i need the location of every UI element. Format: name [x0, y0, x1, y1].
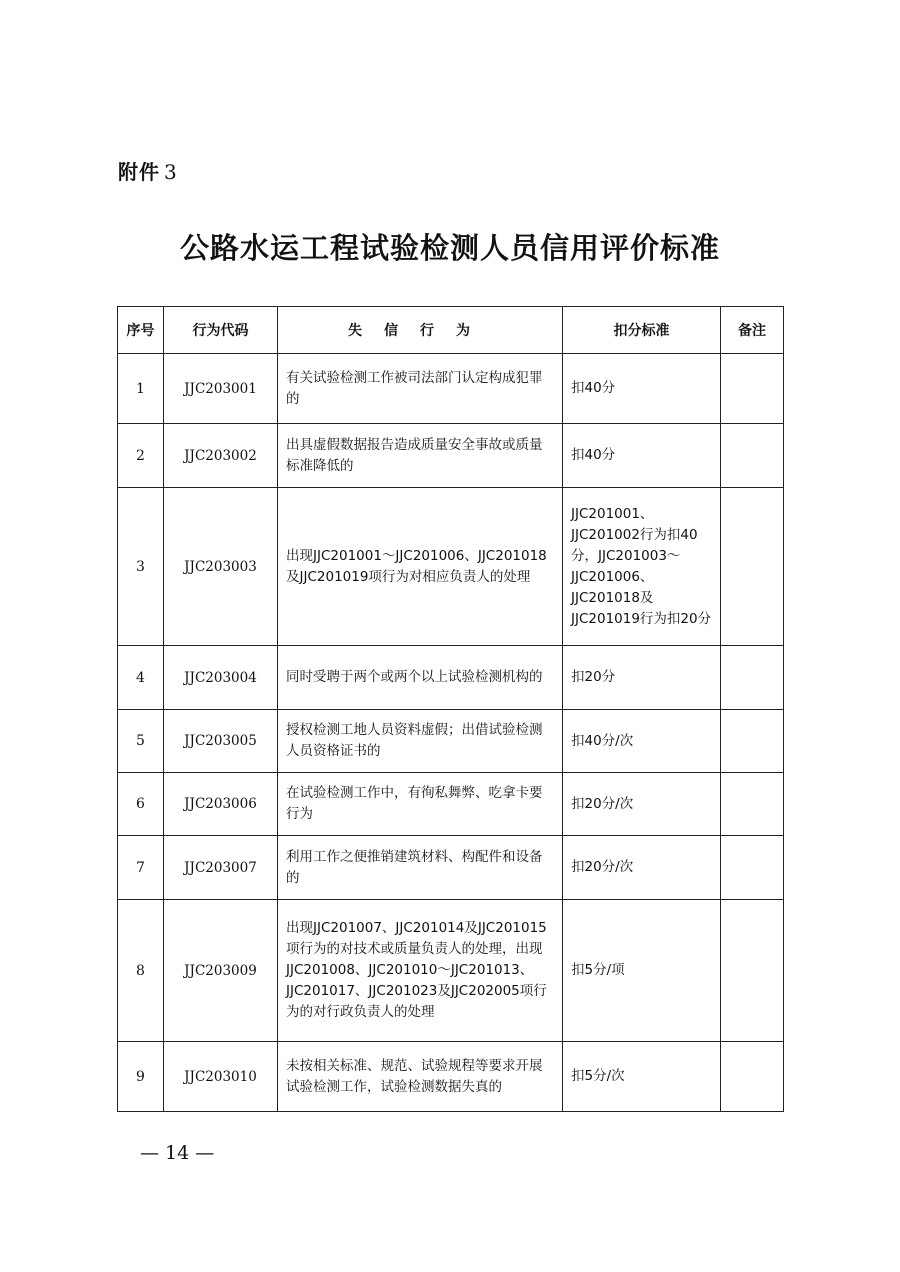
attachment-text: 附件 — [118, 160, 160, 184]
row-no: 9 — [118, 1042, 164, 1112]
header-deduction: 扣分标准 — [563, 307, 721, 354]
row-no: 7 — [118, 836, 164, 900]
row-deduction: 扣40分 — [563, 424, 721, 488]
table-row — [118, 710, 784, 773]
row-note — [721, 488, 784, 646]
row-code: JJC203009 — [164, 900, 278, 1042]
row-code: JJC203003 — [164, 488, 278, 646]
row-code: JJC203004 — [164, 646, 278, 710]
row-note — [721, 836, 784, 900]
row-code: JJC203010 — [164, 1042, 278, 1112]
header-behavior: 失信行为 — [278, 307, 563, 354]
row-note — [721, 646, 784, 710]
row-behavior: 授权检测工地人员资料虚假；出借试验检测人员资格证书的 — [278, 710, 563, 773]
row-note — [721, 710, 784, 773]
document-title: 公路水运工程试验检测人员信用评价标准 — [179, 231, 720, 265]
row-code: JJC203006 — [164, 773, 278, 836]
row-behavior: 有关试验检测工作被司法部门认定构成犯罪的 — [278, 354, 563, 424]
row-code: JJC203002 — [164, 424, 278, 488]
row-note — [721, 354, 784, 424]
row-note — [721, 900, 784, 1042]
header-code: 行为代码 — [164, 307, 278, 354]
row-behavior: 出具虚假数据报告造成质量安全事故或质量标准降低的 — [278, 424, 563, 488]
row-deduction: 扣20分/次 — [563, 836, 721, 900]
row-deduction: 扣40分/次 — [563, 710, 721, 773]
row-code: JJC203005 — [164, 710, 278, 773]
row-deduction: 扣5分/次 — [563, 1042, 721, 1112]
header-note: 备注 — [721, 307, 784, 354]
row-note — [721, 1042, 784, 1112]
row-behavior: 出现JJC201001～JJC201006、JJC201018及JJC201019项行为对相应负责人的处理 — [278, 488, 563, 646]
table-row — [118, 424, 784, 488]
row-behavior: 出现JJC201007、JJC201014及JJC201015项行为的对技术或质量负责人的处理，出现JJC201008、JJC201010～JJC201013、JJC201017、JJC201023及JJC202005项行为的对行政负责人的处理 — [278, 900, 563, 1042]
row-behavior: 未按相关标准、规范、试验规程等要求开展试验检测工作，试验检测数据失真的 — [278, 1042, 563, 1112]
row-deduction: 扣40分 — [563, 354, 721, 424]
table-row — [118, 900, 784, 1042]
row-no: 8 — [118, 900, 164, 1042]
table-row — [118, 646, 784, 710]
table-row — [118, 488, 784, 646]
row-deduction: 扣20分 — [563, 646, 721, 710]
row-no: 4 — [118, 646, 164, 710]
row-note — [721, 773, 784, 836]
table-row — [118, 354, 784, 424]
table-row — [118, 1042, 784, 1112]
header-no: 序号 — [118, 307, 164, 354]
row-no: 6 — [118, 773, 164, 836]
row-code: JJC203007 — [164, 836, 278, 900]
row-behavior: 利用工作之便推销建筑材料、构配件和设备的 — [278, 836, 563, 900]
row-note — [721, 424, 784, 488]
attachment-number: 3 — [164, 160, 178, 184]
table-header-row — [118, 307, 784, 354]
row-no: 1 — [118, 354, 164, 424]
row-deduction: 扣5分/项 — [563, 900, 721, 1042]
page-number: — 14 — — [140, 1142, 215, 1164]
credit-standard-table — [117, 306, 784, 1112]
row-no: 3 — [118, 488, 164, 646]
row-deduction: 扣20分/次 — [563, 773, 721, 836]
row-deduction: JJC201001、JJC201002行为扣40分，JJC201003～JJC201006、JJC201018及JJC201019行为扣20分 — [563, 488, 721, 646]
row-behavior: 在试验检测工作中，有徇私舞弊、吃拿卡要行为 — [278, 773, 563, 836]
row-code: JJC203001 — [164, 354, 278, 424]
row-behavior: 同时受聘于两个或两个以上试验检测机构的 — [278, 646, 563, 710]
attachment-label — [118, 156, 178, 185]
row-no: 2 — [118, 424, 164, 488]
table-row — [118, 836, 784, 900]
row-no: 5 — [118, 710, 164, 773]
table-row — [118, 773, 784, 836]
